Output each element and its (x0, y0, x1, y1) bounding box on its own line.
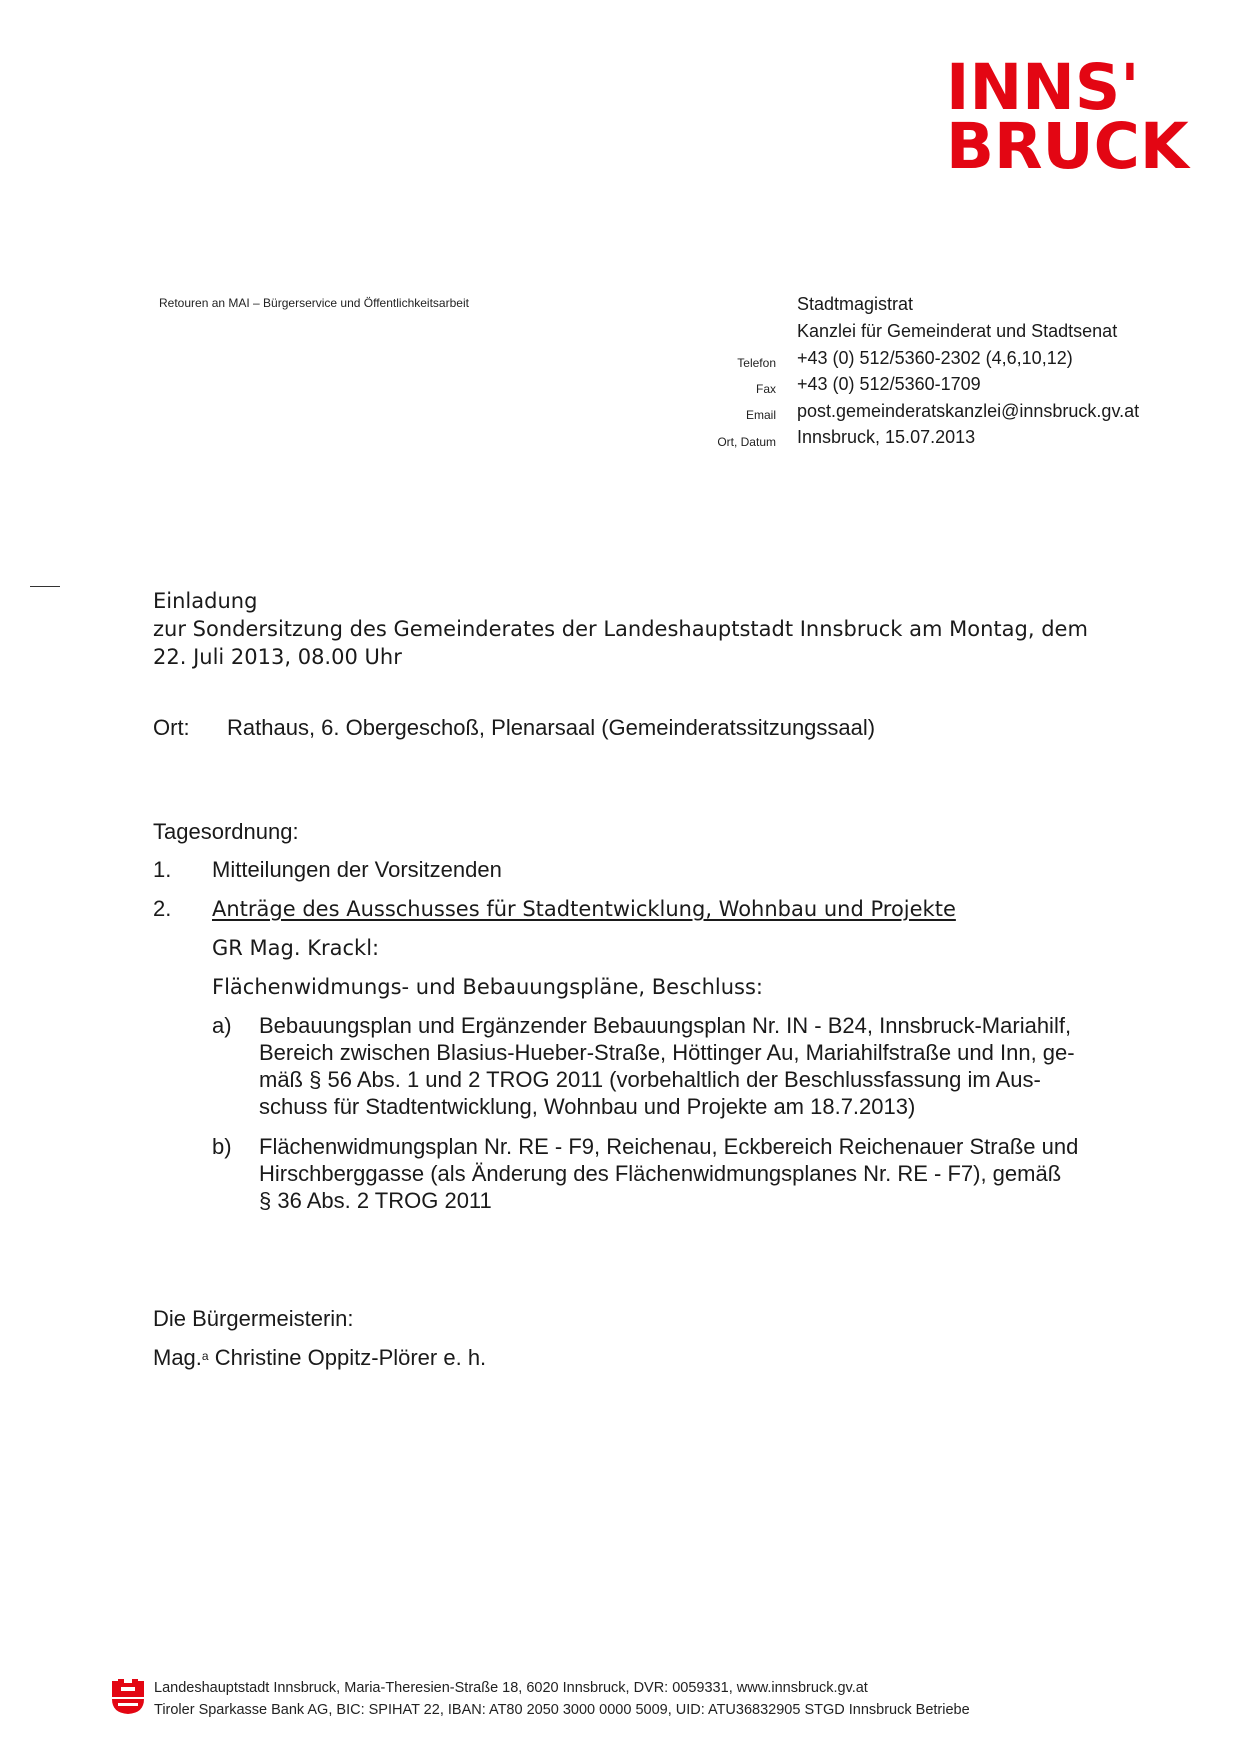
fax-value: +43 (0) 512/5360-1709 (797, 374, 981, 394)
location-label: Ort: (153, 715, 190, 740)
agenda-heading: Tagesordnung: (153, 819, 299, 844)
innsbruck-coat-of-arms-icon (110, 1677, 146, 1715)
footer-line-2: Tiroler Sparkasse Bank AG, BIC: SPIHAT 22, IBAN: AT80 2050 3000 0000 5009, UID: ATU36832905 STGD Innsbruck Betriebe (154, 1702, 970, 1718)
subitem-a-line: Bereich zwischen Blasius-Hueber-Straße, Höttinger Au, Mariahilfstraße und Inn, ge- (259, 1040, 1075, 1065)
logo-line-2: BRUCK (946, 110, 1189, 183)
invitation-line-1: zur Sondersitzung des Gemeinderates der Landeshauptstadt Innsbruck am Montag, dem (153, 617, 1088, 641)
fold-mark (30, 586, 60, 587)
footer-line-1: Landeshauptstadt Innsbruck, Maria-Theresien-Straße 18, 6020 Innsbruck, DVR: 0059331, www.innsbruck.gv.at (154, 1680, 868, 1696)
agenda-subject: Flächenwidmungs- und Bebauungspläne, Beschluss: (212, 975, 763, 999)
agenda-item-1-number: 1. (153, 857, 172, 882)
phone-value: +43 (0) 512/5360-2302 (4,6,10,12) (797, 348, 1073, 368)
subitem-a-line: mäß § 56 Abs. 1 und 2 TROG 2011 (vorbehaltlich der Beschlussfassung im Aus- (259, 1067, 1041, 1092)
subitem-a-letter: a) (212, 1013, 232, 1038)
subitem-b-line: § 36 Abs. 2 TROG 2011 (259, 1188, 492, 1213)
return-address: Retouren an MAI – Bürgerservice und Öffentlichkeitsarbeit (159, 296, 469, 310)
date-label: Ort, Datum (717, 435, 776, 449)
fax-label: Fax (755, 382, 776, 396)
signature-name: Christine Oppitz-Plörer e. h. (214, 1345, 487, 1370)
subitem-b-line: Hirschberggasse (als Änderung des Flächenwidmungsplanes Nr. RE - F7), gemäß (259, 1161, 1062, 1186)
subitem-b-line: Flächenwidmungsplan Nr. RE - F9, Reichenau, Eckbereich Reichenauer Straße und (259, 1134, 1079, 1159)
agenda-item-1-text: Mitteilungen der Vorsitzenden (212, 857, 502, 882)
agenda-speaker: GR Mag. Krackl: (212, 936, 380, 960)
invitation-line-2: 22. Juli 2013, 08.00 Uhr (153, 645, 402, 669)
date-value: Innsbruck, 15.07.2013 (797, 427, 976, 447)
signature-role: Die Bürgermeisterin: (153, 1306, 354, 1331)
location-value: Rathaus, 6. Obergeschoß, Plenarsaal (Gemeinderatssitzungssaal) (227, 715, 876, 740)
logo-line-1: INNS' (946, 51, 1140, 124)
agenda-item-2-text: Anträge des Ausschusses für Stadtentwicklung, Wohnbau und Projekte (212, 897, 956, 921)
signature-title: Mag. (153, 1345, 202, 1370)
subitem-a-line: schuss für Stadtentwicklung, Wohnbau und Projekte am 18.7.2013) (259, 1094, 916, 1119)
sender-department: Stadtmagistrat (797, 294, 914, 314)
phone-label: Telefon (737, 356, 776, 370)
agenda-item-2-number: 2. (153, 896, 172, 921)
signature-title-superscript: a (201, 1349, 209, 1363)
email-label: Email (745, 408, 776, 422)
subitem-a-line: Bebauungsplan und Ergänzender Bebauungsplan Nr. IN - B24, Innsbruck-Mariahilf, (259, 1013, 1072, 1038)
invitation-title: Einladung (153, 589, 258, 613)
subitem-b-letter: b) (212, 1134, 232, 1159)
innsbruck-logo (946, 51, 1191, 183)
email-value: post.gemeinderatskanzlei@innsbruck.gv.at (797, 401, 1140, 421)
sender-office: Kanzlei für Gemeinderat und Stadtsenat (797, 321, 1118, 341)
signature-name-line (153, 1344, 486, 1372)
